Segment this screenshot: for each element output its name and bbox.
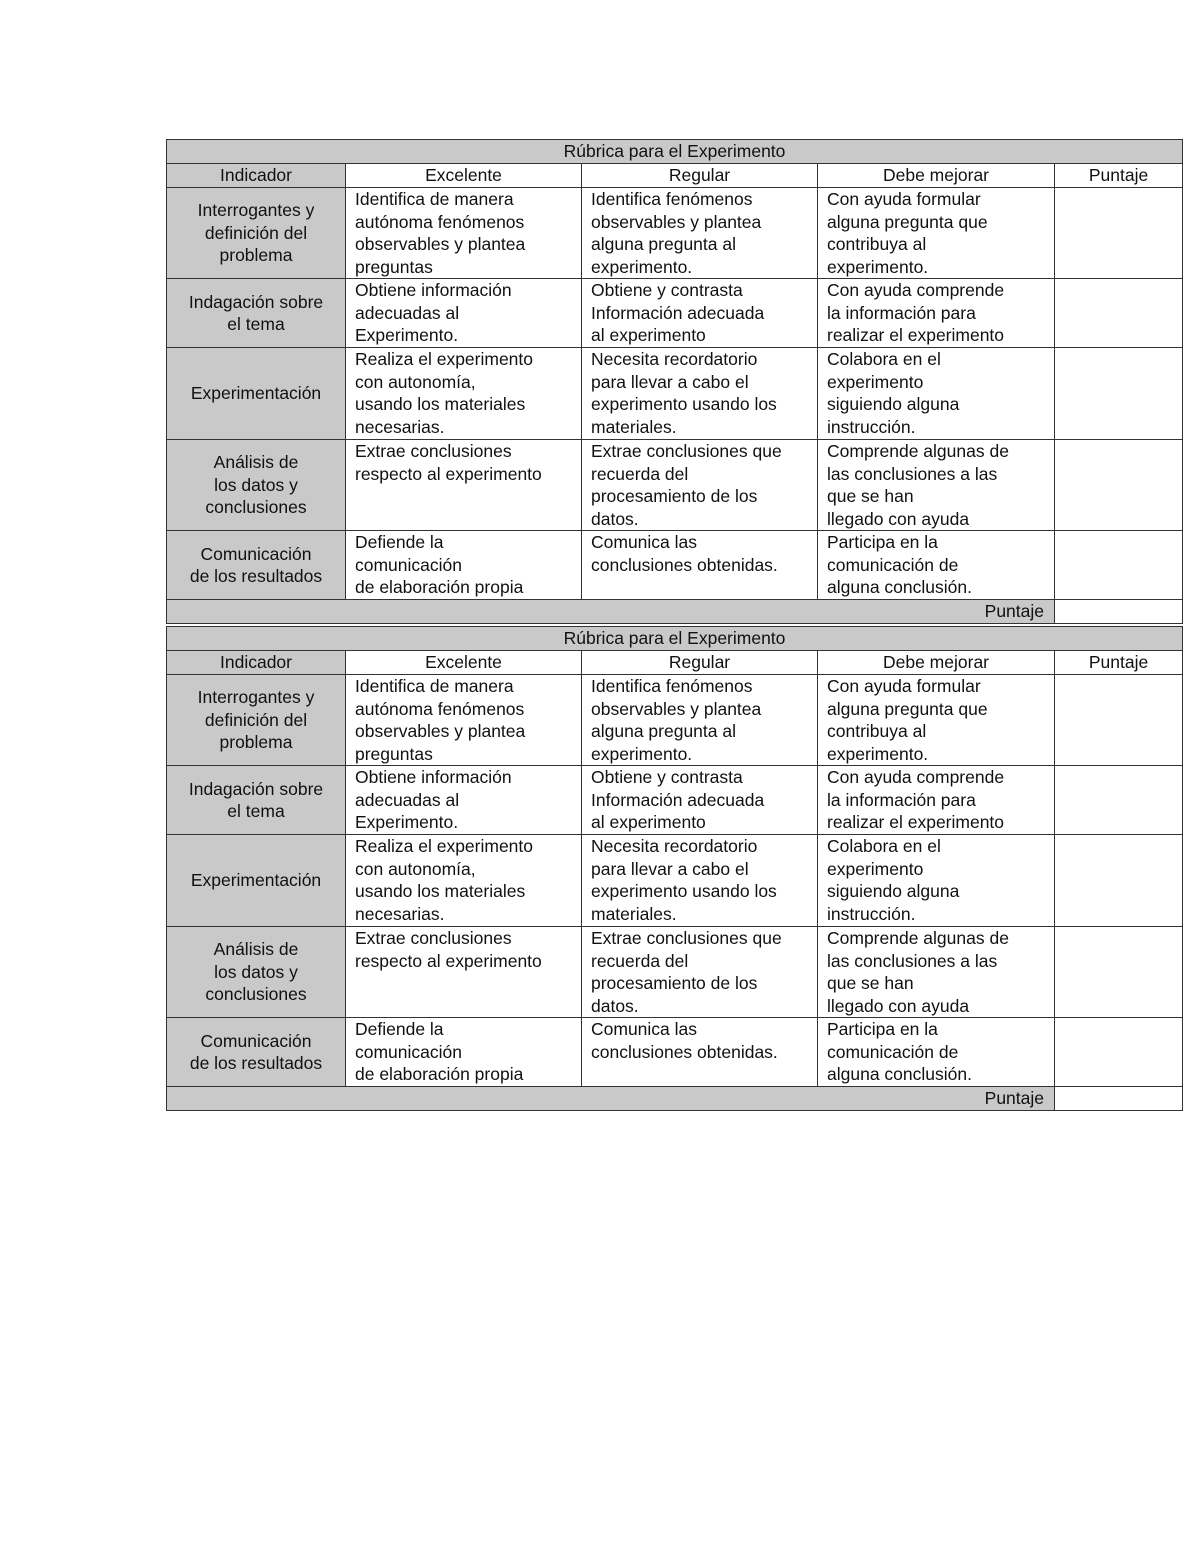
header-excelente: Excelente [346, 651, 582, 675]
rubric-table [166, 626, 1183, 1111]
cell-line: llegado con ayuda [827, 995, 970, 1016]
table-row [167, 279, 1183, 348]
title-row [167, 627, 1183, 651]
indicator-cell [167, 440, 346, 531]
excelente-cell [346, 927, 582, 1018]
cell-line: Comprende algunas de [827, 441, 1009, 461]
cell-line: Con ayuda formular [827, 676, 981, 696]
cell-line: conclusiones obtenidas. [591, 554, 778, 575]
header-indicador: Indicador [167, 164, 346, 188]
debe-mejorar-cell [818, 835, 1055, 927]
indicator-cell [167, 188, 346, 279]
cell-line: siguiendo alguna [827, 394, 960, 414]
cell-line: observables y plantea [355, 721, 526, 741]
excelente-cell [346, 1018, 582, 1087]
header-puntaje: Puntaje [1055, 651, 1183, 675]
score-cell[interactable] [1055, 348, 1183, 440]
indicator-line: problema [219, 732, 293, 753]
total-row [167, 600, 1183, 624]
table-row [167, 188, 1183, 279]
excelente-cell [346, 188, 582, 279]
cell-line: recuerda del [591, 463, 689, 484]
cell-line: la información para [827, 789, 976, 810]
indicator-line: Análisis de [213, 452, 299, 473]
indicator-line: Experimentación [190, 870, 322, 891]
cell-line: para llevar a cabo el [591, 858, 749, 879]
regular-cell [582, 835, 818, 927]
cell-line: Obtiene y contrasta [591, 767, 743, 787]
cell-line: Colabora en el [827, 836, 941, 856]
cell-line: alguna pregunta al [591, 721, 736, 741]
regular-cell [582, 1018, 818, 1087]
regular-cell [582, 927, 818, 1018]
cell-line: Identifica de manera [355, 676, 514, 696]
cell-line: recuerda del [591, 950, 689, 971]
cell-line: alguna pregunta al [591, 234, 736, 254]
cell-line: Información adecuada [591, 789, 765, 810]
total-row [167, 1087, 1183, 1111]
cell-line: Identifica de manera [355, 189, 514, 209]
cell-line: Necesita recordatorio [591, 836, 758, 856]
cell-line: Identifica fenómenos [591, 189, 753, 209]
indicator-line: Comunicación [200, 543, 312, 564]
rubric-title: Rúbrica para el Experimento [167, 140, 1183, 164]
cell-line: contribuya al [827, 721, 927, 741]
indicator-line: Indagación sobre [188, 291, 324, 312]
excelente-cell [346, 835, 582, 927]
table-row [167, 766, 1183, 835]
header-regular: Regular [582, 164, 818, 188]
debe-mejorar-cell [818, 531, 1055, 600]
indicator-line: el tema [227, 801, 285, 821]
title-row [167, 140, 1183, 164]
cell-line: Comunica las [591, 532, 698, 552]
score-cell[interactable] [1055, 531, 1183, 600]
header-excelente: Excelente [346, 164, 582, 188]
cell-line: las conclusiones a las [827, 463, 998, 484]
indicator-cell [167, 279, 346, 348]
cell-line: para llevar a cabo el [591, 371, 749, 392]
cell-line: autónoma fenómenos [355, 211, 525, 232]
score-cell[interactable] [1055, 1018, 1183, 1087]
indicator-line: conclusiones [205, 497, 307, 518]
cell-line: procesamiento de los [591, 486, 758, 506]
cell-line: instrucción. [827, 416, 916, 437]
indicator-cell [167, 1018, 346, 1087]
cell-line: experimento. [591, 256, 693, 277]
regular-cell [582, 348, 818, 440]
cell-line: Identifica fenómenos [591, 676, 753, 696]
cell-line: adecuadas al [355, 789, 460, 810]
indicator-line: Interrogantes y [197, 687, 315, 708]
cell-line: adecuadas al [355, 302, 460, 323]
debe-mejorar-cell [818, 927, 1055, 1018]
indicator-cell [167, 835, 346, 927]
cell-line: Defiende la [355, 532, 444, 552]
cell-line: llegado con ayuda [827, 508, 970, 529]
table-row [167, 440, 1183, 531]
cell-line: experimento [827, 858, 924, 879]
indicator-line: Comunicación [200, 1030, 312, 1051]
debe-mejorar-cell [818, 1018, 1055, 1087]
indicator-line: conclusiones [205, 984, 307, 1005]
cell-line: experimento [827, 371, 924, 392]
cell-line: datos. [591, 995, 639, 1016]
score-cell[interactable] [1055, 188, 1183, 279]
cell-line: alguna pregunta que [827, 211, 988, 232]
cell-line: procesamiento de los [591, 973, 758, 993]
cell-line: Colabora en el [827, 349, 941, 369]
rubric-table [166, 139, 1183, 624]
cell-line: alguna conclusión. [827, 1064, 972, 1084]
indicator-line: el tema [227, 314, 285, 334]
cell-line: preguntas [355, 256, 433, 277]
debe-mejorar-cell [818, 348, 1055, 440]
regular-cell [582, 675, 818, 766]
cell-line: datos. [591, 508, 639, 529]
cell-line: de elaboración propia [355, 577, 524, 597]
debe-mejorar-cell [818, 188, 1055, 279]
header-row [167, 651, 1183, 675]
cell-line: que se han [827, 973, 914, 993]
cell-line: respecto al experimento [355, 950, 542, 971]
cell-line: experimento. [827, 743, 929, 764]
table-row [167, 348, 1183, 440]
excelente-cell [346, 675, 582, 766]
cell-line: comunicación de [827, 554, 959, 575]
cell-line: siguiendo alguna [827, 881, 960, 901]
cell-line: Extrae conclusiones [355, 441, 512, 461]
table-row [167, 927, 1183, 1018]
score-cell[interactable] [1055, 766, 1183, 835]
cell-line: realizar el experimento [827, 325, 1005, 345]
score-cell[interactable] [1055, 927, 1183, 1018]
excelente-cell [346, 279, 582, 348]
cell-line: Obtiene información [355, 280, 512, 300]
cell-line: Realiza el experimento [355, 836, 534, 856]
cell-line: usando los materiales [355, 881, 526, 901]
cell-line: Participa en la [827, 532, 938, 552]
cell-line: Obtiene y contrasta [591, 280, 743, 300]
regular-cell [582, 279, 818, 348]
cell-line: Con ayuda formular [827, 189, 981, 209]
cell-line: Con ayuda comprende [827, 767, 1005, 787]
indicator-cell [167, 675, 346, 766]
header-indicador: Indicador [167, 651, 346, 675]
excelente-cell [346, 440, 582, 531]
cell-line: Participa en la [827, 1019, 938, 1039]
header-row [167, 164, 1183, 188]
cell-line: materiales. [591, 903, 677, 924]
regular-cell [582, 766, 818, 835]
indicator-line: definición del [204, 222, 308, 243]
cell-line: realizar el experimento [827, 812, 1005, 832]
excelente-cell [346, 766, 582, 835]
excelente-cell [346, 348, 582, 440]
cell-line: observables y plantea [591, 211, 762, 232]
table-row [167, 835, 1183, 927]
indicator-line: problema [219, 245, 293, 266]
debe-mejorar-cell [818, 279, 1055, 348]
header-debe-mejorar: Debe mejorar [818, 651, 1055, 675]
cell-line: la información para [827, 302, 976, 323]
cell-line: experimento. [591, 743, 693, 764]
rubric-title: Rúbrica para el Experimento [167, 627, 1183, 651]
total-label: Puntaje [167, 600, 1055, 624]
cell-line: respecto al experimento [355, 463, 542, 484]
cell-line: Realiza el experimento [355, 349, 534, 369]
cell-line: instrucción. [827, 903, 916, 924]
indicator-line: Experimentación [190, 383, 322, 404]
table-row [167, 531, 1183, 600]
total-label: Puntaje [167, 1087, 1055, 1111]
indicator-line: de los resultados [189, 1053, 323, 1073]
cell-line: experimento usando los [591, 394, 777, 414]
cell-line: experimento. [827, 256, 929, 277]
total-score-cell[interactable] [1055, 1087, 1183, 1111]
cell-line: Con ayuda comprende [827, 280, 1005, 300]
score-cell[interactable] [1055, 675, 1183, 766]
cell-line: Extrae conclusiones que [591, 928, 782, 948]
indicator-line: los datos y [214, 474, 298, 495]
cell-line: comunicación [355, 1041, 462, 1062]
cell-line: comunicación [355, 554, 462, 575]
cell-line: que se han [827, 486, 914, 506]
header-regular: Regular [582, 651, 818, 675]
cell-line: experimento usando los [591, 881, 777, 901]
debe-mejorar-cell [818, 675, 1055, 766]
cell-line: comunicación de [827, 1041, 959, 1062]
cell-line: alguna conclusión. [827, 577, 972, 597]
indicator-line: Interrogantes y [197, 200, 315, 221]
cell-line: de elaboración propia [355, 1064, 524, 1084]
indicator-line: definición del [204, 709, 308, 730]
cell-line: necesarias. [355, 903, 445, 924]
indicator-line: los datos y [214, 961, 298, 982]
cell-line: Experimento. [355, 812, 459, 832]
debe-mejorar-cell [818, 440, 1055, 531]
cell-line: las conclusiones a las [827, 950, 998, 971]
excelente-cell [346, 531, 582, 600]
cell-line: autónoma fenómenos [355, 698, 525, 719]
cell-line: contribuya al [827, 234, 927, 254]
cell-line: al experimento [591, 325, 706, 345]
indicator-line: de los resultados [189, 566, 323, 586]
cell-line: con autonomía, [355, 858, 476, 879]
cell-line: Experimento. [355, 325, 459, 345]
total-score-cell[interactable] [1055, 600, 1183, 624]
indicator-cell [167, 766, 346, 835]
cell-line: Necesita recordatorio [591, 349, 758, 369]
cell-line: Información adecuada [591, 302, 765, 323]
cell-line: Comunica las [591, 1019, 698, 1039]
indicator-cell [167, 348, 346, 440]
regular-cell [582, 188, 818, 279]
cell-line: Extrae conclusiones que [591, 441, 782, 461]
header-debe-mejorar: Debe mejorar [818, 164, 1055, 188]
cell-line: Defiende la [355, 1019, 444, 1039]
score-cell[interactable] [1055, 835, 1183, 927]
score-cell[interactable] [1055, 440, 1183, 531]
cell-line: preguntas [355, 743, 433, 764]
indicator-cell [167, 531, 346, 600]
cell-line: observables y plantea [591, 698, 762, 719]
cell-line: conclusiones obtenidas. [591, 1041, 778, 1062]
cell-line: usando los materiales [355, 394, 526, 414]
cell-line: materiales. [591, 416, 677, 437]
debe-mejorar-cell [818, 766, 1055, 835]
cell-line: observables y plantea [355, 234, 526, 254]
regular-cell [582, 531, 818, 600]
cell-line: al experimento [591, 812, 706, 832]
indicator-line: Indagación sobre [188, 778, 324, 799]
cell-line: Extrae conclusiones [355, 928, 512, 948]
indicator-cell [167, 927, 346, 1018]
table-row [167, 1018, 1183, 1087]
cell-line: Comprende algunas de [827, 928, 1009, 948]
cell-line: necesarias. [355, 416, 445, 437]
table-row [167, 675, 1183, 766]
header-puntaje: Puntaje [1055, 164, 1183, 188]
cell-line: alguna pregunta que [827, 698, 988, 719]
regular-cell [582, 440, 818, 531]
cell-line: con autonomía, [355, 371, 476, 392]
score-cell[interactable] [1055, 279, 1183, 348]
cell-line: Obtiene información [355, 767, 512, 787]
indicator-line: Análisis de [213, 939, 299, 960]
